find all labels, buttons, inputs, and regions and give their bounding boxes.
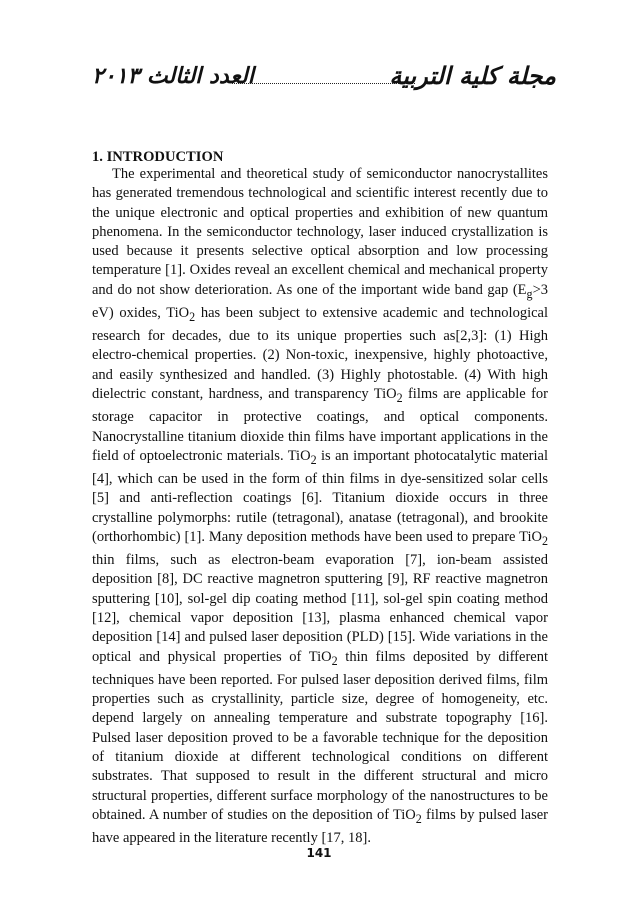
- subscript: 2: [541, 533, 548, 548]
- subscript: g: [526, 286, 533, 301]
- text-run: has been subject to extensive academic and technological research for decades, due to its unique properties such as[2,3]: (1) High electro-chemical properties. (2) Non-toxic, inexpensive, highly photoactive, and easily synthesized and handled. (3) Highly photostable. (4) With high dielectric constant, hardness, and transparency TiO: [92, 304, 548, 403]
- running-header: [92, 58, 556, 98]
- header-dotted-rule: [232, 83, 415, 84]
- text-run: thin films, such as electron-beam evaporation [7], ion-beam assisted deposition [8], DC reactive magnetron sputtering [9], RF reactive magnetron sputtering [10], sol-gel dip coating method [11], sol-gel spin coating method [12], chemical vapor deposition [13], plasma enhanced chemical vapor deposition [14] and pulsed laser deposition (PLD) [15]. Wide variations in the optical and physical properties of TiO: [92, 552, 548, 665]
- text-run: films by pulsed laser have appeared in the literature recently [17, 18].: [92, 806, 548, 847]
- subscript: 2: [415, 811, 422, 826]
- header-journal-title: مجلة كلية التربية: [389, 62, 556, 90]
- introduction-paragraph: [92, 165, 548, 848]
- text-run: >3 eV) oxides, TiO: [92, 281, 548, 321]
- subscript: 2: [310, 452, 317, 467]
- subscript: 2: [396, 390, 403, 405]
- text-run: is an important photocatalytic material [4], which can be used in the form of thin films in dye-sensitized solar cells [5] and anti-reflection coatings [6]. Titanium dioxide occurs in three crystalline polymorphs: rutile (tetragonal), anatase (tetragonal), and brookite (orthorhombic) [1]. Many deposition methods have been used to prepare TiO: [92, 447, 548, 545]
- text-run: The experimental and theoretical study of semiconductor nanocrystallites has generated tremendous technological and scientific interest recently due to the unique electronic and optical properties and exhibition of new quantum phenomena. In the semiconductor technology, laser induced crystallization is used because it presents selective optical absorption and low processing temperature [1]. Oxides reveal an excellent chemical and mechanical property and do not show deterioration. As one of the important wide band gap (E: [92, 166, 548, 298]
- text-run: films are applicable for storage capacitor in protective coatings, and optical components. Nanocrystalline titanium dioxide thin films have important applications in the field of optoelectronic materials. TiO: [92, 386, 549, 464]
- page-number: 141: [306, 846, 332, 860]
- section-title: 1. INTRODUCTION: [92, 149, 224, 165]
- text-run: thin films deposited by different techniques have been reported. For pulsed laser deposition derived films, film properties such as crystallinity, particle size, degree of homogeneity, etc. depend largely on annealing temperature and substrate topography [16]. Pulsed laser deposition proved to be a favorable technique for the deposition of titanium dioxide at different technological conditions on different substrates. That supposed to result in the different structural and micro structural properties, different surface morphology of the nanostructures to be obtained. A number of studies on the deposition of TiO: [92, 648, 548, 823]
- subscript: 2: [189, 309, 196, 324]
- subscript: 2: [331, 653, 338, 668]
- header-issue: العدد الثالث ٢٠١٣: [92, 64, 254, 89]
